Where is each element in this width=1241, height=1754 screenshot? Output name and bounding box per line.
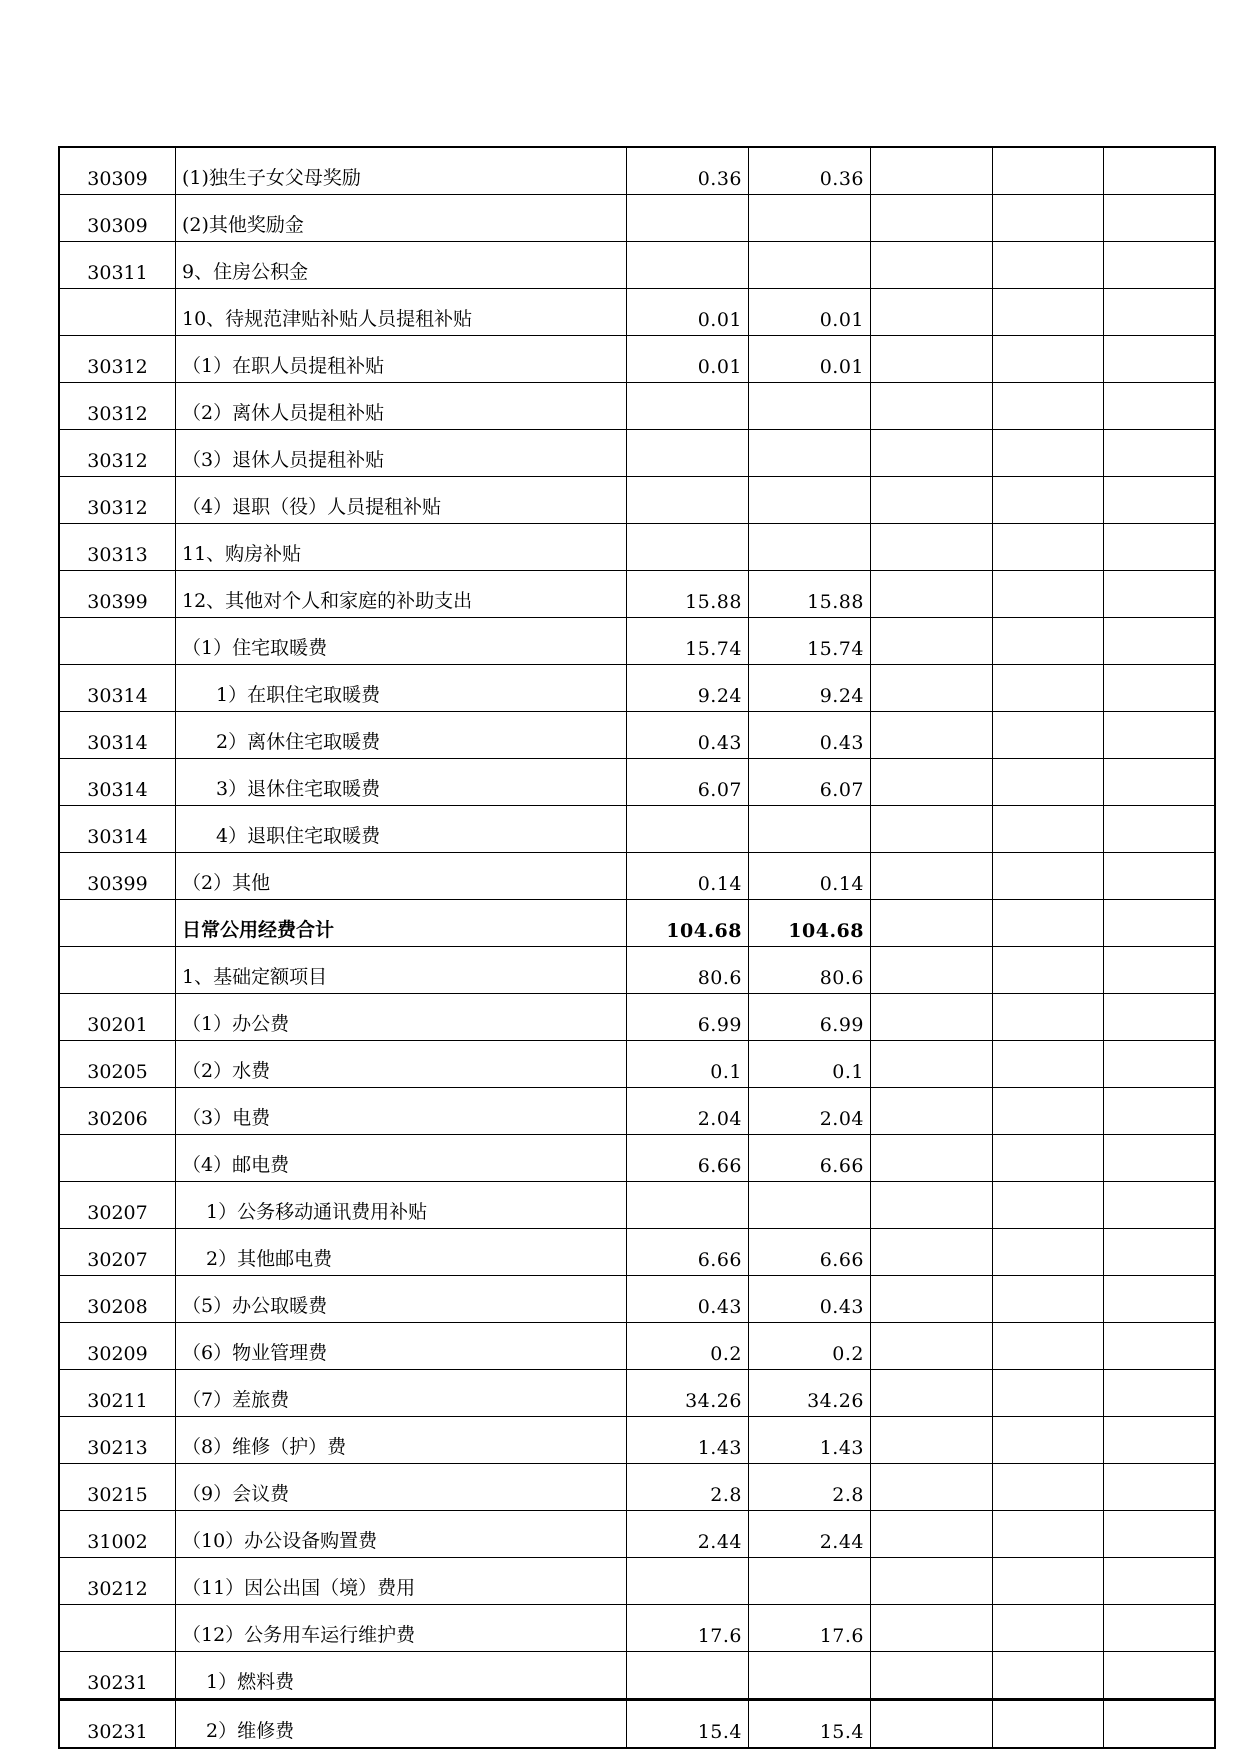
- row-value-1: [627, 1558, 749, 1605]
- row-value-2: [749, 524, 871, 571]
- row-empty-1: [871, 1276, 993, 1323]
- row-empty-2: [993, 618, 1104, 665]
- row-code: 30313: [59, 524, 176, 571]
- table-row: [59, 195, 1215, 242]
- table-row: [59, 1700, 1215, 1749]
- row-empty-2: [993, 1370, 1104, 1417]
- row-empty-2: [993, 947, 1104, 994]
- row-value-2: 0.1: [749, 1041, 871, 1088]
- row-value-1: 2.8: [627, 1464, 749, 1511]
- table-row: [59, 477, 1215, 524]
- row-empty-2: [993, 1182, 1104, 1229]
- row-empty-1: [871, 712, 993, 759]
- row-value-2: 15.88: [749, 571, 871, 618]
- row-empty-3: [1104, 1135, 1216, 1182]
- row-empty-3: [1104, 383, 1216, 430]
- row-name: （1）在职人员提租补贴: [176, 336, 627, 383]
- row-empty-2: [993, 1558, 1104, 1605]
- row-value-1: 104.68: [627, 900, 749, 947]
- row-value-2: [749, 477, 871, 524]
- row-empty-2: [993, 712, 1104, 759]
- row-value-1: [627, 195, 749, 242]
- row-empty-2: [993, 900, 1104, 947]
- row-name: 9、住房公积金: [176, 242, 627, 289]
- row-empty-3: [1104, 1511, 1216, 1558]
- row-empty-1: [871, 853, 993, 900]
- row-name: （5）办公取暖费: [176, 1276, 627, 1323]
- row-empty-1: [871, 430, 993, 477]
- row-code: [59, 1135, 176, 1182]
- row-empty-1: [871, 1511, 993, 1558]
- row-empty-3: [1104, 1370, 1216, 1417]
- row-empty-2: [993, 806, 1104, 853]
- row-value-1: 6.66: [627, 1229, 749, 1276]
- row-code: 30211: [59, 1370, 176, 1417]
- table-row: [59, 430, 1215, 477]
- row-empty-2: [993, 571, 1104, 618]
- row-empty-3: [1104, 147, 1216, 195]
- row-code: 30205: [59, 1041, 176, 1088]
- row-code: 30201: [59, 994, 176, 1041]
- row-value-1: 0.2: [627, 1323, 749, 1370]
- row-name: 日常公用经费合计: [176, 900, 627, 947]
- table-row: [59, 1605, 1215, 1652]
- row-empty-1: [871, 1605, 993, 1652]
- row-value-2: [749, 430, 871, 477]
- row-empty-3: [1104, 1323, 1216, 1370]
- row-empty-2: [993, 195, 1104, 242]
- table-row: [59, 524, 1215, 571]
- row-code: 30231: [59, 1700, 176, 1749]
- table-row: [59, 947, 1215, 994]
- table-row: [59, 571, 1215, 618]
- row-empty-2: [993, 1605, 1104, 1652]
- row-value-2: 2.44: [749, 1511, 871, 1558]
- row-empty-1: [871, 806, 993, 853]
- table-row: [59, 994, 1215, 1041]
- table-row: [59, 1464, 1215, 1511]
- row-value-2: 6.99: [749, 994, 871, 1041]
- row-code: 31002: [59, 1511, 176, 1558]
- row-value-1: 1.43: [627, 1417, 749, 1464]
- row-empty-1: [871, 195, 993, 242]
- row-value-1: 6.99: [627, 994, 749, 1041]
- row-empty-3: [1104, 571, 1216, 618]
- row-empty-2: [993, 1088, 1104, 1135]
- row-empty-1: [871, 1464, 993, 1511]
- row-value-2: [749, 1652, 871, 1700]
- row-name: （4）邮电费: [176, 1135, 627, 1182]
- row-empty-2: [993, 853, 1104, 900]
- row-value-1: 2.04: [627, 1088, 749, 1135]
- row-empty-1: [871, 994, 993, 1041]
- row-code: 30309: [59, 195, 176, 242]
- row-empty-1: [871, 524, 993, 571]
- row-empty-1: [871, 947, 993, 994]
- row-empty-1: [871, 1700, 993, 1749]
- row-empty-3: [1104, 947, 1216, 994]
- row-empty-3: [1104, 712, 1216, 759]
- table-row: [59, 853, 1215, 900]
- row-code: 30207: [59, 1229, 176, 1276]
- row-name: （11）因公出国（境）费用: [176, 1558, 627, 1605]
- table-row: [59, 1229, 1215, 1276]
- table-row: [59, 1135, 1215, 1182]
- row-code: [59, 947, 176, 994]
- row-code: 30399: [59, 571, 176, 618]
- row-empty-2: [993, 430, 1104, 477]
- row-empty-2: [993, 147, 1104, 195]
- row-value-2: 6.66: [749, 1229, 871, 1276]
- table-row: [59, 1652, 1215, 1700]
- row-empty-2: [993, 242, 1104, 289]
- row-value-2: [749, 1182, 871, 1229]
- table-row: [59, 289, 1215, 336]
- row-empty-3: [1104, 1276, 1216, 1323]
- row-name: 11、购房补贴: [176, 524, 627, 571]
- row-code: 30312: [59, 430, 176, 477]
- row-code: 30213: [59, 1417, 176, 1464]
- row-empty-1: [871, 1088, 993, 1135]
- row-value-1: 80.6: [627, 947, 749, 994]
- row-value-2: 17.6: [749, 1605, 871, 1652]
- row-empty-3: [1104, 900, 1216, 947]
- row-name: 2）其他邮电费: [176, 1229, 627, 1276]
- row-value-1: [627, 477, 749, 524]
- row-code: 30309: [59, 147, 176, 195]
- table-row: [59, 618, 1215, 665]
- row-value-2: 0.14: [749, 853, 871, 900]
- row-code: 30215: [59, 1464, 176, 1511]
- table-row: [59, 900, 1215, 947]
- row-code: 30231: [59, 1652, 176, 1700]
- table-row: [59, 759, 1215, 806]
- row-value-1: [627, 430, 749, 477]
- row-value-2: 1.43: [749, 1417, 871, 1464]
- row-value-1: 0.14: [627, 853, 749, 900]
- row-code: 30314: [59, 712, 176, 759]
- row-value-1: 15.4: [627, 1700, 749, 1749]
- row-empty-3: [1104, 1088, 1216, 1135]
- row-value-2: 0.43: [749, 712, 871, 759]
- row-value-2: 104.68: [749, 900, 871, 947]
- row-value-1: [627, 383, 749, 430]
- row-empty-3: [1104, 1041, 1216, 1088]
- row-value-1: 0.01: [627, 289, 749, 336]
- row-value-1: 17.6: [627, 1605, 749, 1652]
- row-value-2: 0.01: [749, 289, 871, 336]
- row-empty-2: [993, 759, 1104, 806]
- row-empty-2: [993, 1229, 1104, 1276]
- row-value-2: 0.36: [749, 147, 871, 195]
- row-name: 12、其他对个人和家庭的补助支出: [176, 571, 627, 618]
- row-name: 10、待规范津贴补贴人员提租补贴: [176, 289, 627, 336]
- row-empty-1: [871, 900, 993, 947]
- row-value-1: 0.43: [627, 712, 749, 759]
- table-row: [59, 1276, 1215, 1323]
- row-empty-2: [993, 477, 1104, 524]
- row-code: 30209: [59, 1323, 176, 1370]
- row-name: （10）办公设备购置费: [176, 1511, 627, 1558]
- row-empty-3: [1104, 430, 1216, 477]
- row-value-2: 6.66: [749, 1135, 871, 1182]
- row-empty-3: [1104, 1229, 1216, 1276]
- row-value-2: 80.6: [749, 947, 871, 994]
- row-value-1: [627, 242, 749, 289]
- row-empty-3: [1104, 195, 1216, 242]
- budget-table: [58, 146, 1216, 1749]
- row-value-1: [627, 524, 749, 571]
- row-empty-1: [871, 618, 993, 665]
- row-empty-3: [1104, 242, 1216, 289]
- row-value-2: 9.24: [749, 665, 871, 712]
- table-body: [59, 147, 1215, 1748]
- row-empty-3: [1104, 336, 1216, 383]
- row-code: 30212: [59, 1558, 176, 1605]
- row-empty-1: [871, 1652, 993, 1700]
- row-code: 30314: [59, 665, 176, 712]
- row-name: (2)其他奖励金: [176, 195, 627, 242]
- row-empty-3: [1104, 1605, 1216, 1652]
- row-name: 2）离休住宅取暖费: [176, 712, 627, 759]
- row-empty-3: [1104, 665, 1216, 712]
- row-value-2: 0.2: [749, 1323, 871, 1370]
- row-code: [59, 618, 176, 665]
- table-row: [59, 712, 1215, 759]
- row-name: （3）电费: [176, 1088, 627, 1135]
- row-value-1: 6.66: [627, 1135, 749, 1182]
- row-empty-2: [993, 289, 1104, 336]
- row-empty-1: [871, 571, 993, 618]
- row-code: 30314: [59, 806, 176, 853]
- row-name: 4）退职住宅取暖费: [176, 806, 627, 853]
- row-value-1: 15.88: [627, 571, 749, 618]
- row-empty-3: [1104, 994, 1216, 1041]
- row-code: 30312: [59, 336, 176, 383]
- row-value-1: 34.26: [627, 1370, 749, 1417]
- row-empty-1: [871, 1417, 993, 1464]
- table-row: [59, 1323, 1215, 1370]
- row-empty-2: [993, 1041, 1104, 1088]
- row-empty-3: [1104, 1652, 1216, 1700]
- row-name: （2）水费: [176, 1041, 627, 1088]
- row-empty-2: [993, 665, 1104, 712]
- row-empty-2: [993, 994, 1104, 1041]
- row-value-1: 0.36: [627, 147, 749, 195]
- row-code: [59, 289, 176, 336]
- row-empty-2: [993, 1417, 1104, 1464]
- row-name: 1）在职住宅取暖费: [176, 665, 627, 712]
- row-code: 30208: [59, 1276, 176, 1323]
- row-name: （9）会议费: [176, 1464, 627, 1511]
- row-empty-1: [871, 289, 993, 336]
- table-row: [59, 1182, 1215, 1229]
- row-empty-2: [993, 1652, 1104, 1700]
- row-empty-1: [871, 242, 993, 289]
- row-empty-3: [1104, 289, 1216, 336]
- row-empty-2: [993, 1276, 1104, 1323]
- table-row: [59, 242, 1215, 289]
- row-name: （1）住宅取暖费: [176, 618, 627, 665]
- row-value-2: 0.01: [749, 336, 871, 383]
- row-name: （2）其他: [176, 853, 627, 900]
- row-value-2: [749, 242, 871, 289]
- row-code: 30314: [59, 759, 176, 806]
- row-value-1: 9.24: [627, 665, 749, 712]
- row-empty-3: [1104, 618, 1216, 665]
- row-name: （12）公务用车运行维护费: [176, 1605, 627, 1652]
- table-row: [59, 1041, 1215, 1088]
- row-code: 30207: [59, 1182, 176, 1229]
- table-row: [59, 665, 1215, 712]
- row-empty-2: [993, 1464, 1104, 1511]
- row-empty-3: [1104, 1182, 1216, 1229]
- row-name: 2）维修费: [176, 1700, 627, 1749]
- row-name: （1）办公费: [176, 994, 627, 1041]
- row-empty-1: [871, 336, 993, 383]
- row-value-2: 15.4: [749, 1700, 871, 1749]
- table-row: [59, 1511, 1215, 1558]
- row-empty-2: [993, 336, 1104, 383]
- row-value-1: [627, 1182, 749, 1229]
- row-empty-1: [871, 1370, 993, 1417]
- table-row: [59, 336, 1215, 383]
- row-name: （3）退休人员提租补贴: [176, 430, 627, 477]
- row-empty-3: [1104, 759, 1216, 806]
- row-empty-3: [1104, 1558, 1216, 1605]
- row-value-2: 15.74: [749, 618, 871, 665]
- row-value-1: 0.01: [627, 336, 749, 383]
- table-row: [59, 1417, 1215, 1464]
- row-value-2: [749, 806, 871, 853]
- row-name: （7）差旅费: [176, 1370, 627, 1417]
- row-empty-1: [871, 1558, 993, 1605]
- row-empty-2: [993, 1700, 1104, 1749]
- row-empty-3: [1104, 524, 1216, 571]
- row-empty-3: [1104, 1464, 1216, 1511]
- row-empty-1: [871, 383, 993, 430]
- row-value-1: 15.74: [627, 618, 749, 665]
- row-empty-3: [1104, 1417, 1216, 1464]
- row-empty-3: [1104, 1700, 1216, 1749]
- table-row: [59, 147, 1215, 195]
- row-empty-1: [871, 665, 993, 712]
- row-code: 30399: [59, 853, 176, 900]
- row-empty-1: [871, 759, 993, 806]
- row-value-1: [627, 806, 749, 853]
- table-row: [59, 1088, 1215, 1135]
- row-value-1: 0.43: [627, 1276, 749, 1323]
- row-empty-2: [993, 524, 1104, 571]
- row-empty-3: [1104, 853, 1216, 900]
- row-value-2: [749, 383, 871, 430]
- row-value-1: [627, 1652, 749, 1700]
- table-row: [59, 1558, 1215, 1605]
- row-value-1: 6.07: [627, 759, 749, 806]
- row-name: 1、基础定额项目: [176, 947, 627, 994]
- row-name: （8）维修（护）费: [176, 1417, 627, 1464]
- row-name: 1）燃料费: [176, 1652, 627, 1700]
- row-empty-1: [871, 1182, 993, 1229]
- row-empty-2: [993, 383, 1104, 430]
- row-value-2: 6.07: [749, 759, 871, 806]
- row-name: (1)独生子女父母奖励: [176, 147, 627, 195]
- row-empty-1: [871, 1135, 993, 1182]
- row-code: 30312: [59, 383, 176, 430]
- row-value-1: 0.1: [627, 1041, 749, 1088]
- row-empty-2: [993, 1511, 1104, 1558]
- row-name: （2）离休人员提租补贴: [176, 383, 627, 430]
- table-row: [59, 1370, 1215, 1417]
- row-code: [59, 1605, 176, 1652]
- row-name: 1）公务移动通讯费用补贴: [176, 1182, 627, 1229]
- row-code: 30206: [59, 1088, 176, 1135]
- row-value-1: 2.44: [627, 1511, 749, 1558]
- row-value-2: 34.26: [749, 1370, 871, 1417]
- row-name: （4）退职（役）人员提租补贴: [176, 477, 627, 524]
- row-code: 30312: [59, 477, 176, 524]
- row-value-2: 2.8: [749, 1464, 871, 1511]
- table-row: [59, 383, 1215, 430]
- row-empty-1: [871, 1323, 993, 1370]
- row-empty-1: [871, 1041, 993, 1088]
- row-empty-1: [871, 477, 993, 524]
- row-empty-2: [993, 1323, 1104, 1370]
- row-empty-3: [1104, 806, 1216, 853]
- row-value-2: 2.04: [749, 1088, 871, 1135]
- row-empty-3: [1104, 477, 1216, 524]
- row-code: 30311: [59, 242, 176, 289]
- row-code: [59, 900, 176, 947]
- row-value-2: 0.43: [749, 1276, 871, 1323]
- row-name: 3）退休住宅取暖费: [176, 759, 627, 806]
- row-name: （6）物业管理费: [176, 1323, 627, 1370]
- row-value-2: [749, 195, 871, 242]
- row-empty-1: [871, 1229, 993, 1276]
- row-empty-2: [993, 1135, 1104, 1182]
- row-value-2: [749, 1558, 871, 1605]
- table-row: [59, 806, 1215, 853]
- row-empty-1: [871, 147, 993, 195]
